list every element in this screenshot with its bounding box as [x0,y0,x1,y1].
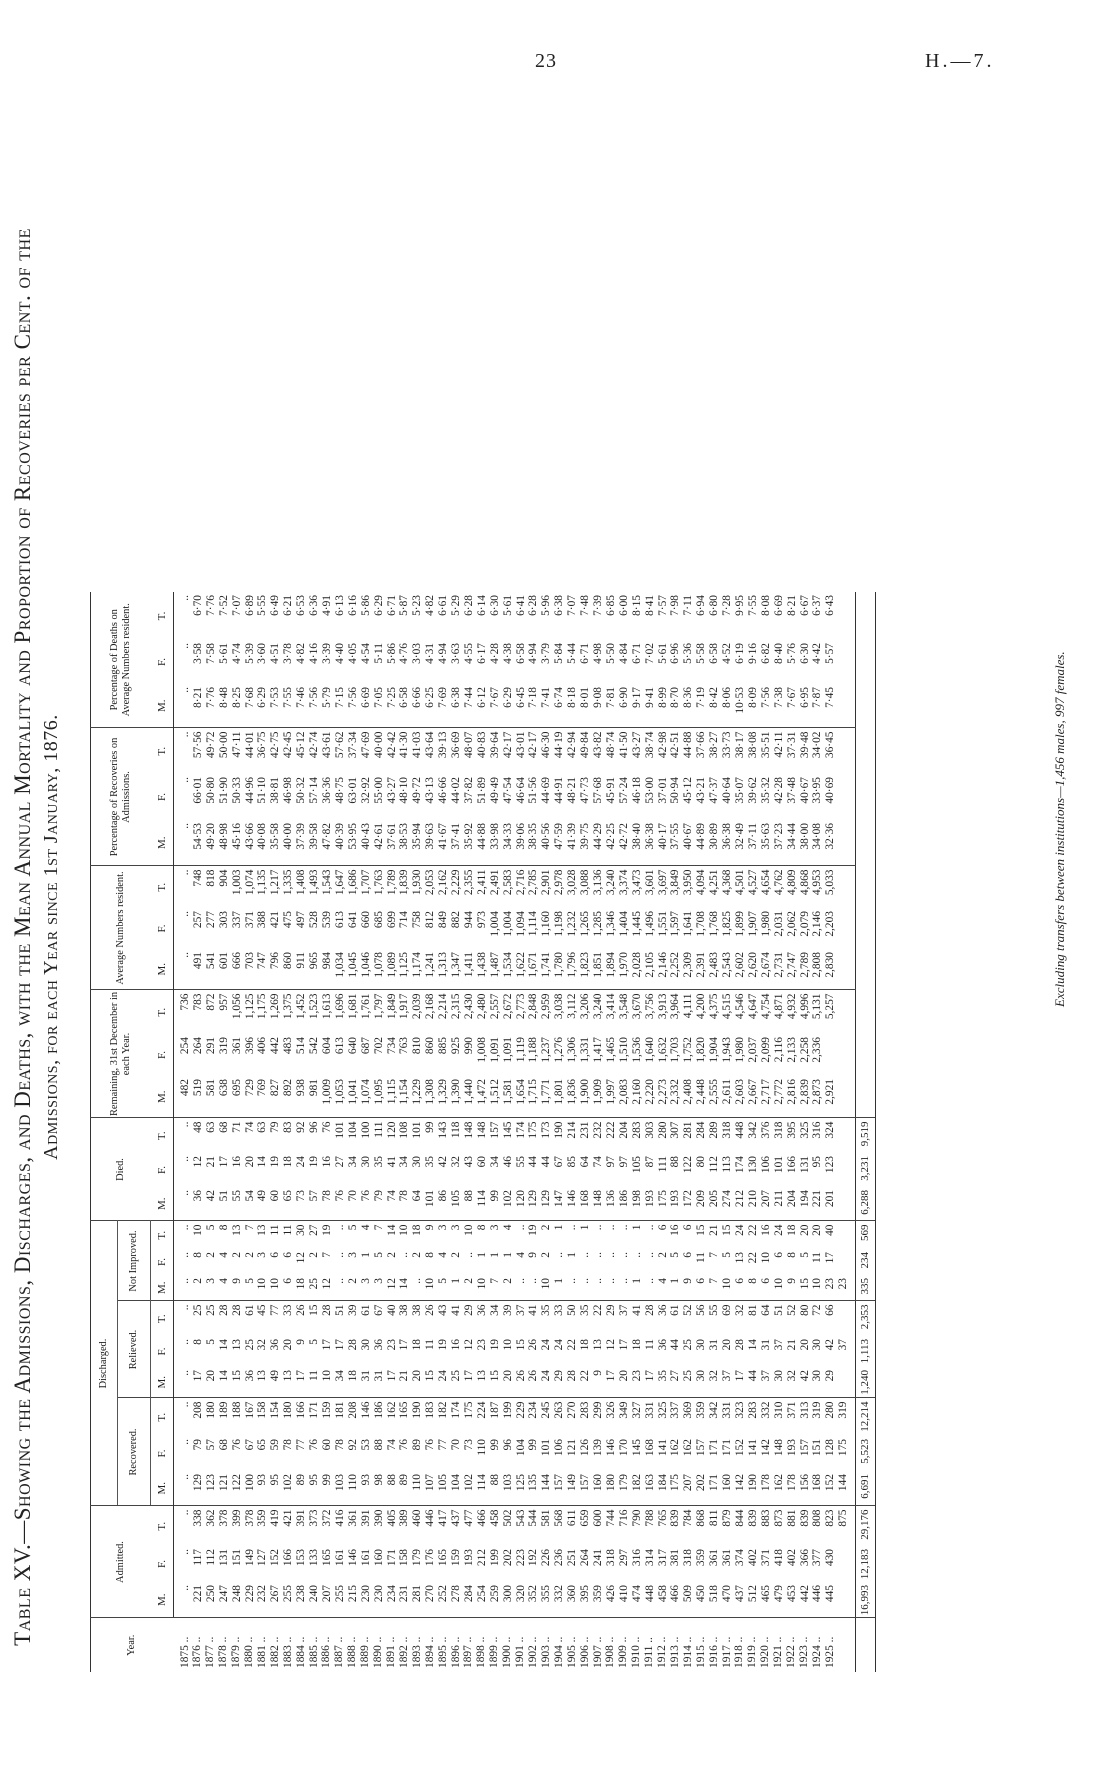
not-improved-m-header: M. [151,1275,174,1301]
pct-recoveries-header: Percentage of Recoveries on Admissions. [91,728,151,866]
admitted-header: Admitted. [91,1506,151,1618]
relieved-t-header: T. [151,1301,174,1336]
died-m-column: .. 36 42 51 55 54 49 60 65 73 57 78 76 70 76 79 74 78 64 101 86 105 88 114 99 102 120 129 129 147 146 168 148 136 186 198 193 175 193 172 209 205 274 212 210 207 211 204 194 221 201 [179,1190,837,1208]
remaining-m-header: M. [151,1076,174,1118]
discharged-header: Discharged. [91,1221,118,1506]
not-improved-header: Not Improved. [118,1221,151,1301]
pct-recoveries-m-header: M. [151,820,174,866]
pct-recoveries-m-column: .. 54·53 49·20 48·98 45·16 43·66 40·08 35·58 40·00 37·39 39·58 47·82 40·39 53·95 40·43 42·61 37·61 38·53 35·94 39·63 41·67 37·41 35·92 44·88 33·98 34·33 39·06 38·35 40·56 47·59 41·39 39·75 44·29 42·25 42·72 38·40 36·38 40·17 37·55 40·67 44·89 30·89 36·38 32·49 37·11 35·63 37·23 34·44 38·00 34·08 32·36 [179,823,837,850]
totals-row [856,592,876,1672]
table-title: Table XV.—Showing the Admissions, Discharges, and Deaths, with the Mean Annual Mortality and Proportion of Recoveries per Cent. of the [10,228,35,1646]
relieved-header: Relieved. [118,1301,151,1398]
recovered-m-header: M. [151,1471,174,1506]
not-improved-f-header: F. [151,1249,174,1275]
died-f-column: .. 12 21 17 16 20 14 19 18 24 19 16 27 34 30 35 41 34 30 35 42 32 43 60 34 46 55 44 44 67 85 64 74 97 97 105 87 111 88 122 80 112 113 174 130 106 101 166 131 95 123 [179,1156,837,1174]
recovered-f-column: .. 79 57 68 76 67 65 59 78 77 76 60 78 92 53 88 74 76 89 76 77 70 73 110 99 96 104 99 101 106 121 126 139 146 170 145 168 141 162 162 157 171 171 152 141 142 148 193 157 151 128 175 [179,1439,850,1457]
average-t-column: .. 748 818 904 1,003 1,074 1,135 1,217 1,335 1,408 1,493 1,543 1,647 1,686 1,707 1,763 1,789 1,839 1,930 2,053 2,162 2,229 2,355 2,411 2,491 2,583 2,716 2,785 2,901 2,978 3,028 3,088 3,136 3,240 3,374 3,473 3,601 3,697 3,849 3,950 4,094 4,251 4,368 4,501 4,527 4,654 4,762 4,809 4,868 4,953 5,033 [174,866,856,908]
remaining-header: Remaining, 31st December in each Year. [91,990,151,1118]
remaining-m-column: 482 519 581 638 695 729 769 827 892 938 981 1,009 1,053 1,041 1,074 1,095 1,115 1,154 1,229 1,308 1,329 1,390 1,440 1,472 1,512 1,581 1,654 1,715 1,771 1,801 1,836 1,900 1,909 1,997 2,083 2,160 2,220 2,273 2,332 2,408 2,448 2,555 2,611 2,603 2,667 2,717 2,772 2,816 2,839 2,873 2,921 [179,1079,837,1105]
died-t-column: .. 48 63 68 71 74 63 79 83 92 96 76 101 104 100 111 120 108 101 99 143 118 148 148 157 145 174 175 173 190 214 231 232 222 204 283 303 280 307 281 284 289 318 448 342 376 318 395 325 316 324 [174,1118,856,1153]
total-admitted-f: 12,183 [856,1546,876,1582]
pct-deaths-t-header: T. [151,592,174,640]
pct-recoveries-f-column: .. 66·01 50·80 51·90 50·33 44·96 51·10 38·81 46·98 50·32 57·14 36·36 48·75 63·01 32·92 55·00 43·27 48·10 49·72 43·13 46·66 44·02 37·82 51·89 49·49 47·54 46·64 51·56 44·69 44·91 48·21 47·73 57·68 45·91 57·24 46·18 53·00 37·01 50·94 45·12 43·21 47·37 40·64 35·07 39·62 35·32 42·28 37·48 40·67 33·95 40·69 [179,777,837,804]
table-subtitle: Admissions, for each Year since 1st January, 1876. [40,714,62,1160]
pct-recoveries-t-header: T. [151,728,174,774]
relieved-m-column: .. 17 20 14 15 36 13 49 13 17 11 10 34 18 31 31 17 21 20 15 24 25 17 13 15 20 26 26 24 29 28 22 9 17 20 23 17 35 27 25 30 32 37 17 44 37 30 32 42 30 29 [179,1370,837,1382]
average-m-header: M. [151,949,174,990]
pct-deaths-header: Percentage of Deaths on Average Numbers resident. [91,592,151,728]
died-m-header: M. [151,1187,174,1221]
total-admitted-m: 16,993 [856,1582,876,1618]
recovered-header: Recovered. [118,1398,151,1506]
table-body-row [174,592,856,1672]
recovered-t-header: T. [151,1398,174,1436]
died-t-header: T. [151,1118,174,1153]
admitted-f-column: .. 117 112 131 151 149 127 152 166 153 133 165 161 146 161 160 171 158 179 176 165 159 193 212 199 202 223 192 226 236 251 264 241 318 297 316 314 317 381 318 359 361 361 374 402 371 418 402 366 377 430 [179,1549,837,1567]
pct-deaths-t-column: .. 6·70 7·76 7·52 7·07 6·89 5·55 6·49 6·21 6·53 6·36 4·91 6·13 6·16 5·86 6·29 6·71 5·87 5·23 4·82 6·61 5·29 6·28 6·14 6·30 5·61 6·41 6·28 5·96 6·38 7·07 7·48 7·39 6·85 6·00 8·15 8·41 7·57 7·98 7·11 6·94 6·80 7·28 9·95 7·55 8·08 6·69 8·21 6·67 6·37 6·43 [179,595,837,616]
admitted-f-header: F. [151,1546,174,1582]
page-code: H.—7. [925,50,995,72]
remaining-t-column: 736 783 872 957 1,056 1,125 1,175 1,269 1,375 1,452 1,523 1,613 1,696 1,681 1,761 1,797 1,849 1,917 2,039 2,168 2,214 2,315 2,430 2,480 2,557 2,672 2,773 2,848 2,959 3,038 3,112 3,206 3,240 3,414 3,548 3,670 3,756 3,913 3,964 4,111 4,200 4,375 4,515 4,546 4,647 4,754 4,871 4,932 4,996 5,131 5,257 [174,990,856,1034]
recovered-m-column: .. 129 123 121 122 100 93 95 102 89 95 99 103 110 93 98 88 89 110 107 105 104 102 114 88 103 125 135 144 157 149 157 160 180 179 182 163 184 175 207 202 171 160 142 190 178 162 178 156 168 152 144 [179,1474,850,1492]
recovered-f-header: F. [151,1436,174,1471]
total-died-m: 6,288 [856,1187,876,1221]
total-admitted-t: 29,176 [856,1506,876,1546]
relieved-f-column: .. 8 5 14 13 25 32 36 20 9 5 17 17 28 30 36 23 17 18 11 19 16 12 23 19 10 15 26 24 24 22 18 13 12 17 18 11 36 44 25 30 31 20 28 14 31 37 21 20 30 42 37 [179,1339,850,1351]
pct-deaths-f-header: F. [151,640,174,684]
not-improved-t-column: .. 10 5 8 13 7 13 11 11 30 27 19 .. 5 4 7 14 10 18 9 3 3 10 8 3 4 .. 19 2 1 .. 1 .. .. .. 1 .. 6 16 6 15 21 15 24 22 16 24 18 20 20 40 [174,1221,856,1249]
pct-recoveries-t-column: .. 57·56 49·72 50·00 47·11 44·01 36·75 42·75 42·45 45·12 42·74 43·61 57·62 37·34 47·69 40·00 42·42 41·30 41·03 43·64 39·13 36·69 48·07 40·83 39·64 42·17 43·01 42·17 46·30 44·19 42·94 49·84 43·82 48·74 41·50 43·27 38·74 42·98 42·51 44·88 37·66 38·27 33·73 38·17 38·08 35·51 42·11 37·31 39·48 34·02 36·45 [174,728,856,774]
total-recovered-t: 12,214 [856,1398,876,1436]
remaining-f-header: F. [151,1034,174,1076]
average-m-column: .. 491 541 601 666 703 747 796 860 911 965 984 1,034 1,045 1,046 1,078 1,089 1,125 1,174 1,241 1,313 1,347 1,411 1,438 1,487 1,534 1,622 1,671 1,741 1,780 1,796 1,823 1,851 1,894 1,970 2,028 2,105 2,146 2,252 2,309 2,391 2,483 2,543 2,602 2,620 2,674 2,731 2,747 2,789 2,808 2,830 [179,952,837,978]
died-header: Died. [91,1118,151,1221]
statistics-table [90,592,876,1672]
total-not-improved-f: 234 [856,1249,876,1275]
total-recovered-f: 5,523 [856,1436,876,1471]
admitted-m-header: M. [151,1582,174,1618]
remaining-t-header: T. [151,990,174,1034]
pct-recoveries-f-header: F. [151,774,174,820]
recovered-t-column: .. 208 180 189 188 167 158 154 180 166 171 159 181 208 146 186 162 165 190 183 182 174 175 224 187 199 229 234 245 263 270 283 299 326 349 327 331 325 337 369 359 342 331 323 283 332 310 371 313 319 280 319 [174,1398,856,1436]
remaining-f-column: 254 264 291 319 361 396 406 442 483 514 542 604 613 640 687 702 734 763 810 860 885 925 990 1,008 1,091 1,091 1,119 1,188 1,237 1,276 1,306 1,331 1,417 1,465 1,510 1,536 1,640 1,632 1,703 1,752 1,820 1,904 1,943 1,980 2,037 2,099 2,116 2,133 2,258 2,336 [179,1037,824,1063]
admitted-t-header: T. [151,1506,174,1546]
relieved-m-header: M. [151,1367,174,1398]
admitted-m-column: .. 221 250 247 248 229 232 267 255 238 240 207 255 215 230 230 234 231 281 270 252 278 284 254 259 300 320 352 355 332 360 395 359 426 410 474 448 458 466 509 450 518 470 437 512 465 479 453 442 446 445 [179,1585,837,1603]
total-died-t: 9,519 [856,1118,876,1153]
year-column: 1875 .. 1876 .. 1877 .. 1878 .. 1879 .. 1880 .. 1881 .. 1882 .. 1883 .. 1884 .. 1885 .. 1886 .. 1887 .. 1888 .. 1889 .. 1890 .. 1891 .. 1892 .. 1893 .. 1894 .. 1895 .. 1896 .. 1897 .. 1898 .. 1899 .. 1900 .. 1901 .. 1902 .. 1903 .. 1904 .. 1905 .. 1906 .. 1907 .. 1908 .. 1909 .. 1910 .. 1911 .. 1912 .. 1913 .. 1914 .. 1915 .. 1916 .. 1917 .. 1918 .. 1919 .. 1920 .. 1921 .. 1922 .. 1923 .. 1924 .. 1925 .. [174,1618,856,1672]
total-not-improved-m: 335 [856,1275,876,1301]
not-improved-t-header: T. [151,1221,174,1249]
admitted-t-column: .. 338 362 378 399 378 359 419 421 391 373 372 416 361 391 390 405 389 460 446 417 437 477 466 458 502 543 544 581 568 611 659 600 744 716 790 788 765 839 784 868 811 879 844 839 883 873 881 839 808 823 875 [174,1506,856,1546]
relieved-t-column: .. 25 25 28 28 61 45 77 33 26 15 28 51 39 61 67 40 38 38 26 43 41 29 36 34 39 37 41 35 33 50 35 22 29 37 41 28 36 61 52 56 55 69 32 81 64 51 52 80 72 66 [174,1301,856,1336]
page-number: 23 [535,50,557,72]
pct-deaths-m-header: M. [151,684,174,728]
year-header: Year. [91,1618,174,1672]
not-improved-f-column: .. 8 2 4 2 2 3 6 6 12 2 7 .. 3 1 5 2 .. 2 8 4 2 .. 1 1 1 4 9 2 .. 1 .. .. .. .. .. .. 2 5 6 11 7 5 13 22 10 6 8 5 11 17 [179,1252,837,1264]
average-header: Average Numbers resident. [91,866,151,990]
footnote: Excluding transfers between institutions—1,456 males, 997 females. [1052,651,1067,1007]
average-t-header: T. [151,866,174,908]
died-f-header: F. [151,1153,174,1187]
total-relieved-f: 1,113 [856,1336,876,1367]
total-died-f: 3,231 [856,1153,876,1187]
pct-deaths-m-column: .. 8·21 7·76 8·48 8·25 7·68 6·29 7·53 7·55 7·46 7·56 5·79 7·15 7·56 6·69 7·05 7·25 6·58 6·66 6·25 7·69 6·38 7·44 6·12 7·67 6·29 6·45 7·18 7·41 6·74 8·18 8·01 9·08 7·81 6·90 9·17 9·41 8·99 8·70 8·36 7·19 8·42 8·06 10·53 8·09 7·56 7·38 7·67 6·95 7·87 7·45 [179,687,837,714]
average-f-header: F. [151,908,174,949]
relieved-f-header: F. [151,1336,174,1367]
not-improved-m-column: .. 2 3 4 9 5 10 10 6 18 25 12 .. 2 3 3 12 14 .. 10 5 1 2 10 7 2 .. .. 10 1 .. .. .. .. .. 1 .. 4 1 9 6 7 10 6 8 6 10 9 15 10 23 23 [179,1278,850,1290]
total-relieved-m: 1,240 [856,1367,876,1398]
rotated-table-page [0,92,1085,1782]
total-recovered-m: 6,691 [856,1471,876,1506]
average-f-column: .. 257 277 303 337 371 388 421 475 497 528 539 613 641 660 685 699 714 758 812 849 882 944 973 1,004 1,004 1,094 1,114 1,160 1,198 1,232 1,265 1,285 1,346 1,404 1,445 1,496 1,551 1,597 1,641 1,708 1,768 1,825 1,899 1,907 1,980 2,031 2,062 2,079 2,146 2,203 [179,911,837,937]
pct-deaths-f-column: .. 3·58 7·58 5·61 4·74 5·39 3·60 4·51 3·78 4·82 4·16 3·39 4·40 4·05 4·54 5·11 5·86 4·76 3·03 4·31 4·94 3·63 4·55 6·17 4·28 4·38 6·58 4·94 3·79 5·84 5·44 6·71 4·98 5·50 4·84 6·71 7·02 5·61 6·96 5·36 5·58 6·58 4·52 6·19 9·16 6·82 8·40 5·76 6·30 4·42 5·57 [179,643,837,664]
total-not-improved-t: 569 [856,1221,876,1249]
total-relieved-t: 2,353 [856,1301,876,1336]
